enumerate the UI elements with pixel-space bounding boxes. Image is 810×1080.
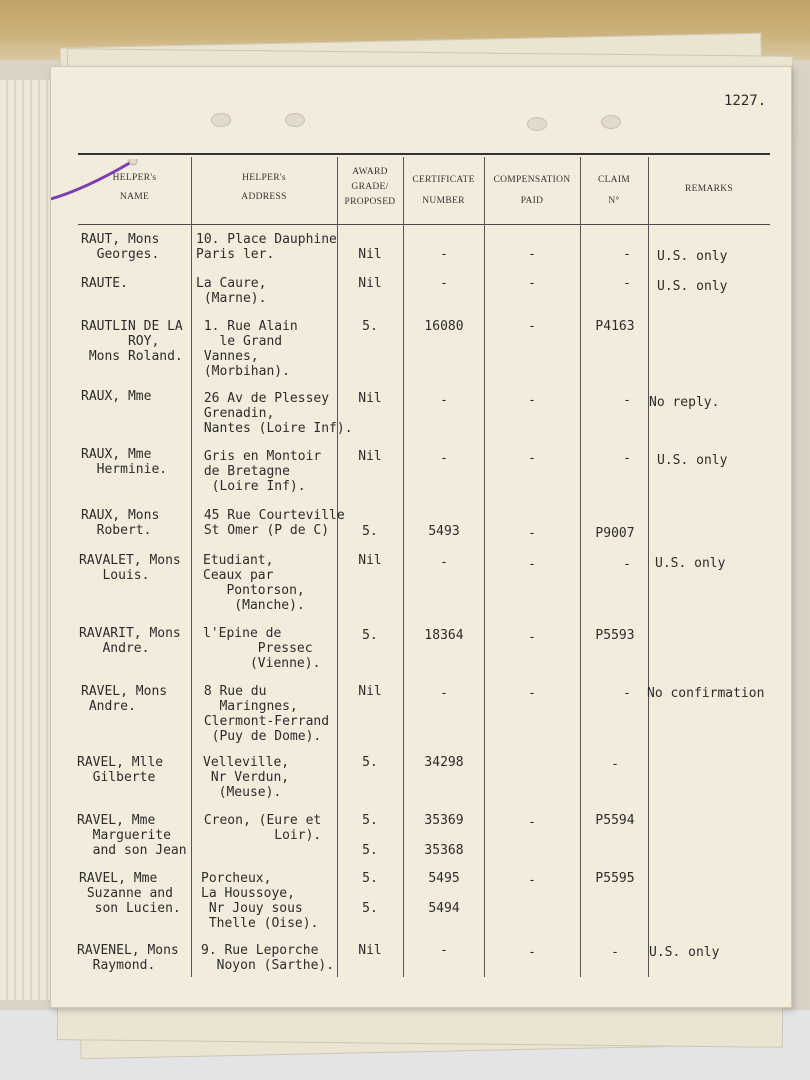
compensation-paid: - (528, 319, 536, 334)
award-grade: Nil (358, 553, 382, 568)
helper-name: RAVEL, Mme Suzanne and son Lucien. (79, 871, 181, 916)
column-divider (191, 157, 192, 977)
helper-name: RAUX, Mons Robert. (81, 508, 160, 538)
helper-address: Velleville, Nr Verdun, (Meuse). (203, 755, 290, 800)
remarks: U.S. only (649, 945, 720, 960)
compensation-paid: - (528, 451, 536, 466)
claim-number: P4163 (595, 319, 635, 334)
claim-number: - (611, 945, 619, 960)
remarks: U.S. only (657, 453, 728, 468)
header-certificate: CERTIFICATE NUMBER (412, 175, 475, 206)
award-grade: 5. (362, 755, 378, 770)
certificate-number: - (440, 247, 448, 262)
helper-name: RAVEL, Mlle Gilberte (77, 755, 164, 785)
compensation-paid: - (528, 247, 536, 262)
helper-name: RAUT, Mons Georges. (81, 232, 160, 262)
header-address: HELPER's ADDRESS (241, 173, 287, 202)
compensation-paid: - (528, 630, 536, 645)
header-compensation: COMPENSATION PAID (493, 175, 571, 206)
column-divider (484, 157, 485, 977)
helper-address: 45 Rue Courteville St Omer (P de C) (203, 508, 345, 538)
header-claim: CLAIM N° (597, 175, 631, 206)
punch-hole (285, 113, 305, 127)
award-grade: Nil (358, 276, 382, 291)
award-grade: 5. 5. (362, 871, 378, 916)
helper-address: La Caure, (Marne). (196, 276, 267, 306)
column-divider (403, 157, 404, 977)
award-grade: Nil (358, 247, 382, 262)
compensation-paid: - (528, 526, 536, 541)
helper-name: RAVEL, Mons Andre. (81, 684, 168, 714)
certificate-number: 34298 (424, 755, 464, 770)
document-page (50, 66, 792, 1008)
certificate-number: 5493 (428, 524, 460, 539)
helper-name: RAUX, Mme Herminie. (81, 447, 168, 477)
certificate-number: 18364 (424, 628, 464, 643)
helper-name: RAUTLIN DE LA ROY, Mons Roland. (81, 319, 183, 364)
helper-address: 8 Rue du Maringnes, Clermont-Ferrand (Puy de Dome). (203, 684, 330, 744)
claim-number: P5595 (595, 871, 635, 886)
certificate-number: - (440, 451, 448, 466)
claim-number: P5594 (595, 813, 635, 828)
award-grade: 5. (362, 319, 378, 334)
header-name: HELPER's NAME (112, 173, 157, 202)
certificate-number: - (440, 393, 448, 408)
helper-address: Creon, (Eure et Loir). (203, 813, 322, 843)
helper-address: Gris en Montoir de Bretagne (Loire Inf). (203, 449, 322, 494)
compensation-paid: - (528, 393, 536, 408)
header-award: AWARD GRADE/ PROPOSED (344, 167, 396, 207)
helper-name: RAVARIT, Mons Andre. (79, 626, 181, 656)
column-divider (580, 157, 581, 977)
award-grade: Nil (358, 943, 382, 958)
claim-number: - (623, 247, 631, 262)
compensation-paid: - (528, 873, 536, 888)
claim-number: - (623, 393, 631, 408)
helper-address: Porcheux, La Houssoye, Nr Jouy sous Thelle (Oise). (201, 871, 319, 931)
compensation-paid: - (528, 276, 536, 291)
remarks: No reply. (649, 395, 720, 410)
claim-number: - (623, 276, 631, 291)
helper-name: RAVEL, Mme Marguerite and son Jean (77, 813, 187, 858)
helper-address: 1. Rue Alain le Grand Vannes, (Morbihan). (203, 319, 298, 379)
header-remarks: REMARKS (684, 184, 734, 194)
award-grade: Nil (358, 684, 382, 699)
claim-number: - (623, 686, 631, 701)
certificate-number: - (440, 555, 448, 570)
helper-name: RAUTE. (81, 276, 128, 291)
helper-name: RAVENEL, Mons Raymond. (77, 943, 179, 973)
award-grade: 5. (362, 628, 378, 643)
punch-hole (211, 113, 231, 127)
page-number: 1227. (724, 93, 767, 109)
award-grade: Nil (358, 391, 382, 406)
remarks: U.S. only (657, 279, 728, 294)
certificate-number: 16080 (424, 319, 464, 334)
compensation-paid: - (528, 815, 536, 830)
helper-address: 26 Av de Plessey Grenadin, Nantes (Loire Inf). (203, 391, 353, 436)
remarks: No confirmation (647, 686, 765, 701)
helper-name: RAUX, Mme (81, 389, 152, 404)
helper-address: 9. Rue Leporche Noyon (Sarthe). (201, 943, 335, 973)
header-top-rule (78, 153, 770, 155)
helper-address: 10. Place Dauphine Paris ler. (196, 232, 337, 262)
award-grade: 5. 5. (362, 813, 378, 858)
certificate-number: - (440, 686, 448, 701)
remarks: U.S. only (655, 556, 726, 571)
certificate-number: 35369 35368 (424, 813, 464, 858)
award-grade: Nil (358, 449, 382, 464)
punch-hole (601, 115, 621, 129)
claim-number: P9007 (595, 526, 635, 541)
compensation-paid: - (528, 686, 536, 701)
header-bottom-rule (78, 224, 770, 225)
claim-number: - (611, 757, 619, 772)
certificate-number: - (440, 943, 448, 958)
award-grade: 5. (362, 524, 378, 539)
claim-number: P5593 (595, 628, 635, 643)
helper-address: Etudiant, Ceaux par Pontorson, (Manche). (203, 553, 305, 613)
helper-address: l'Epine de Pressec (Vienne). (203, 626, 321, 671)
remarks: U.S. only (657, 249, 728, 264)
helper-name: RAVALET, Mons Louis. (79, 553, 181, 583)
compensation-paid: - (528, 557, 536, 572)
claim-number: - (623, 451, 631, 466)
claim-number: - (623, 557, 631, 572)
certificate-number: - (440, 276, 448, 291)
compensation-paid: - (528, 945, 536, 960)
column-divider (337, 157, 338, 977)
certificate-number: 5495 5494 (428, 871, 460, 916)
punch-hole (527, 117, 547, 131)
